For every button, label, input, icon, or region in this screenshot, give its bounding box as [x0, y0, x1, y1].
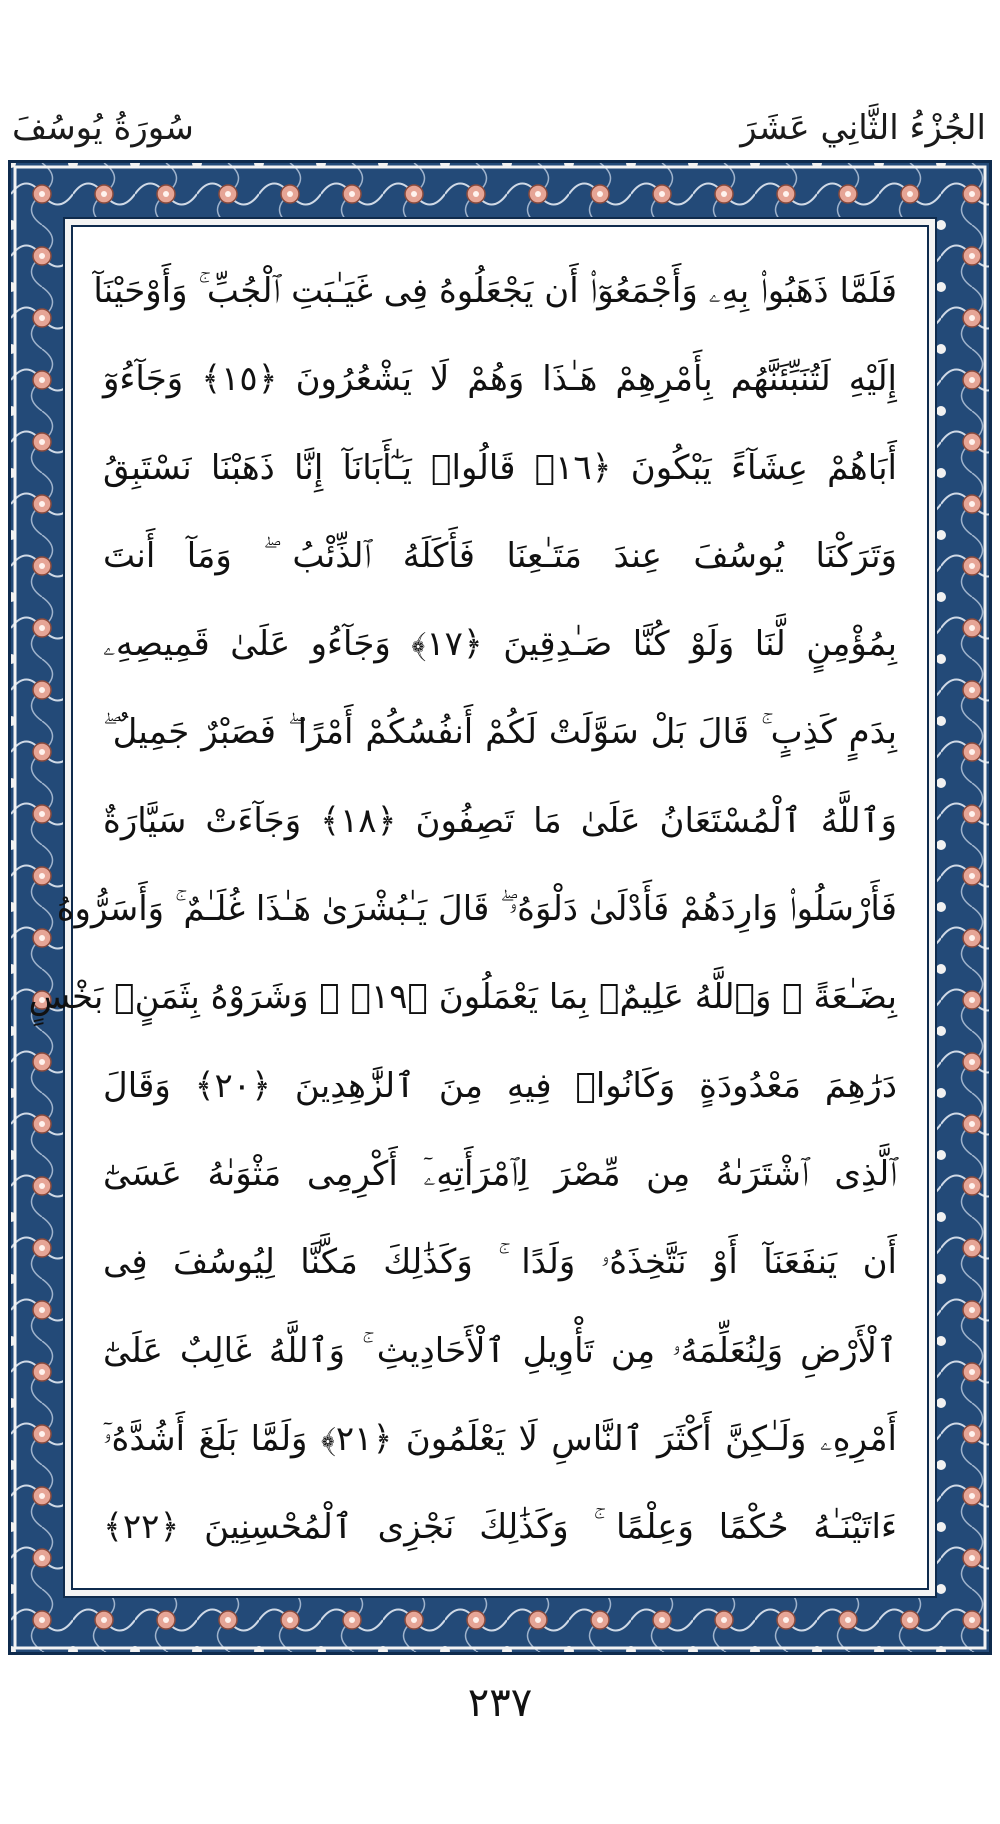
- surah-name: سُورَةُ يُوسُفَ: [12, 108, 194, 148]
- text-line: أَمْرِهِۦ وَلَـٰكِنَّ أَكْثَرَ ٱلنَّاسِ لَا يَعْلَمُونَ ﴿٢١﴾ وَلَمَّا بَلَغَ أَشُدَّهُۥٓ: [103, 1418, 897, 1459]
- text-line: ءَاتَيْنَـٰهُ حُكْمًا وَعِلْمًا ۚ وَكَذَٰلِكَ نَجْزِى ٱلْمُحْسِنِينَ ﴿٢٢﴾: [103, 1507, 897, 1548]
- ornamental-frame: [8, 160, 992, 1655]
- text-line: ٱلْأَرْضِ وَلِنُعَلِّمَهُۥ مِن تَأْوِيلِ ٱلْأَحَادِيثِ ۚ وَٱللَّهُ غَالِبٌ عَلَىٰٓ: [103, 1330, 897, 1371]
- text-line: ٱلَّذِى ٱشْتَرَىٰهُ مِن مِّصْرَ لِٱمْرَأَتِهِۦٓ أَكْرِمِى مَثْوَىٰهُ عَسَىٰٓ: [103, 1153, 897, 1194]
- text-line: إِلَيْهِ لَتُنَبِّئَنَّهُم بِأَمْرِهِمْ هَـٰذَا وَهُمْ لَا يَشْعُرُونَ ﴿١٥﴾ وَجَآءُوٓ: [103, 359, 898, 400]
- text-line: بِضَـٰعَةً ۚ وَٱللَّهُ عَلِيمٌۢ بِمَا يَعْمَلُونَ ﴿١٩﴾ ۞ وَشَرَوْهُ بِثَمَنٍۭ بَخْسٍ: [28, 977, 897, 1018]
- text-line: بِمُؤْمِنٍ لَّنَا وَلَوْ كُنَّا صَـٰدِقِينَ ﴿١٧﴾ وَجَآءُو عَلَىٰ قَمِيصِهِۦ: [103, 624, 898, 665]
- text-line: وَٱللَّهُ ٱلْمُسْتَعَانُ عَلَىٰ مَا تَصِفُونَ ﴿١٨﴾ وَجَآءَتْ سَيَّارَةٌ: [103, 800, 897, 841]
- text-line: بِدَمٍ كَذِبٍ ۚ قَالَ بَلْ سَوَّلَتْ لَكُمْ أَنفُسُكُمْ أَمْرًا ۖ فَصَبْرٌ جَمِيلٌ ۖ: [103, 712, 897, 753]
- text-line: فَلَمَّا ذَهَبُوا۟ بِهِۦ وَأَجْمَعُوٓا۟ أَن يَجْعَلُوهُ فِى غَيَـٰبَتِ ٱلْجُبِّ ۚ وَأَوْحَيْنَآ: [93, 271, 897, 311]
- juz-name: الجُزْءُ الثَّانِي عَشَرَ: [740, 108, 986, 148]
- page-header: [0, 108, 1000, 158]
- page-number: ٢٣٧: [467, 1680, 533, 1726]
- text-line: دَرَٰهِمَ مَعْدُودَةٍ وَكَانُوا۟ فِيهِ مِنَ ٱلزَّٰهِدِينَ ﴿٢٠﴾ وَقَالَ: [103, 1065, 897, 1106]
- text-line: وَتَرَكْنَا يُوسُفَ عِندَ مَتَـٰعِنَا فَأَكَلَهُ ٱلذِّئْبُ ۖ وَمَآ أَنتَ: [103, 535, 897, 576]
- text-line: أَبَاهُمْ عِشَآءً يَبْكُونَ ﴿١٦﴾ قَالُوا۟ يَـٰٓأَبَانَآ إِنَّا ذَهَبْنَا نَسْتَبِقُ: [103, 447, 897, 488]
- quran-text: [28, 247, 898, 1568]
- text-line: أَن يَنفَعَنَآ أَوْ نَتَّخِذَهُۥ وَلَدًا ۚ وَكَذَٰلِكَ مَكَّنَّا لِيُوسُفَ فِى: [103, 1242, 897, 1283]
- text-panel: [28, 225, 929, 1590]
- text-line: فَأَرْسَلُوا۟ وَارِدَهُمْ فَأَدْلَىٰ دَلْوَهُۥ ۖ قَالَ يَـٰبُشْرَىٰ هَـٰذَا غُلَـٰمٌ ۚ وَأَسَرُّوهُ: [56, 889, 897, 930]
